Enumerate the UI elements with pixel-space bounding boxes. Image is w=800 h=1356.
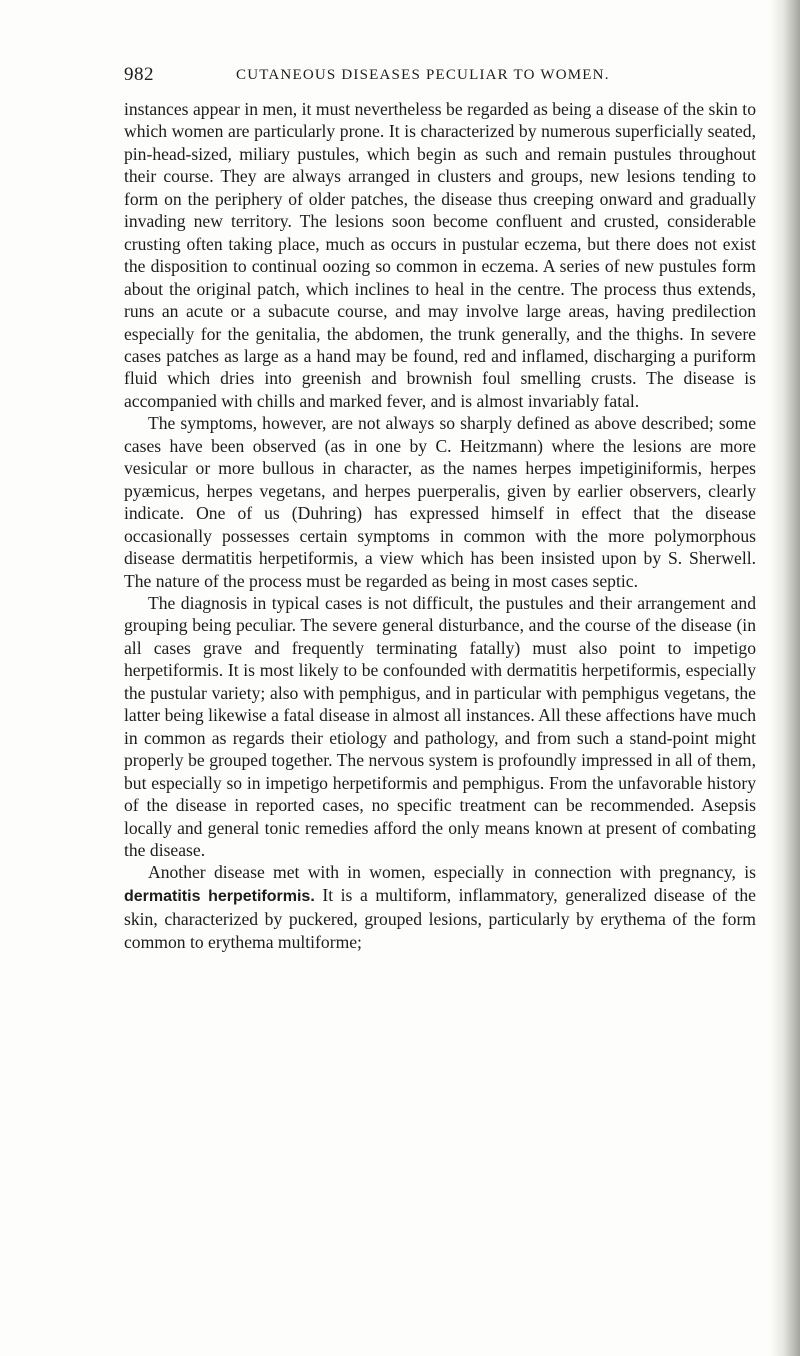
bold-term-dermatitis-herpetiformis: dermatitis herpetiformis. (124, 887, 315, 905)
paragraph-dermatitis-herpetiformis (124, 861, 756, 953)
page-number: 982 (124, 64, 154, 85)
paragraph-text-tail: It is a multiform, inflammatory, generalized disease of the skin, characterized by puckered, grouped lesions, particularly by erythema of the form common to erythema multiforme; (124, 884, 756, 952)
running-head-title: CUTANEOUS DISEASES PECULIAR TO WOMEN. (236, 67, 610, 83)
page-edge-shadow (770, 0, 800, 1356)
paragraph-pustules-description: instances appear in men, it must nevertheless be regarded as being a disease of the skin to which women are particularly prone. It is characterized by numerous superficially seated, pin-head-sized, miliary pustules, which begin as such and remain pustules throughout their course. They are always arranged in clusters and groups, new lesions tending to form on the periphery of older patches, the disease thus creeping onward and gradually invading new territory. The lesions soon become confluent and crusted, considerable crusting often taking place, much as occurs in pustular eczema, but there does not exist the disposition to continual oozing so common in eczema. A series of new pustules form about the original patch, which inclines to heal in the centre. The process thus extends, runs an acute or a subacute course, and may involve large areas, having predilection especially for the genitalia, the abdomen, the trunk generally, and the thighs. In severe cases patches as large as a hand may be found, red and inflamed, discharging a puriform fluid which dries into greenish and brownish foul smelling crusts. The disease is accompanied with chills and marked fever, and is almost invariably fatal. (124, 99, 756, 411)
paragraph-symptoms: The symptoms, however, are not always so sharply defined as above described; some cases have been observed (as in one by C. Heitzmann) where the lesions are more vesicular or more bullous in character, as the names herpes impetiginiformis, herpes pyæmicus, herpes vegetans, and herpes puerperalis, given by earlier observers, clearly indicate. One of us (Duhring) has expressed himself in effect that the disease occasionally possesses certain symptoms in common with the more polymorphous disease dermatitis herpetiformis, a view which has been insisted upon by S. Sherwell. The nature of the process must be regarded as being in most cases septic. (124, 413, 756, 591)
paragraph-text-lead: Another disease met with in women, especially in connection with pregnancy, is (148, 862, 756, 883)
body-text (124, 98, 756, 953)
paragraph-diagnosis: The diagnosis in typical cases is not difficult, the pustules and their arrangement and grouping being peculiar. The severe general disturbance, and the course of the disease (in all cases grave and frequently terminating fatally) must also point to impetigo herpetiformis. It is most likely to be confounded with dermatitis herpetiformis, especially the pustular variety; also with pemphigus, and in particular with pemphigus vegetans, the latter being likewise a fatal disease in almost all instances. All these affections have much in common as regards their etiology and pathology, and from such a stand-point might properly be grouped together. The nervous system is profoundly impressed in all of them, but especially so in impetigo herpetiformis and pemphigus. From the unfavorable history of the disease in reported cases, no specific treatment can be recommended. Asepsis locally and general tonic remedies afford the only means known at present of combating the disease. (124, 592, 756, 860)
running-head (124, 64, 744, 88)
